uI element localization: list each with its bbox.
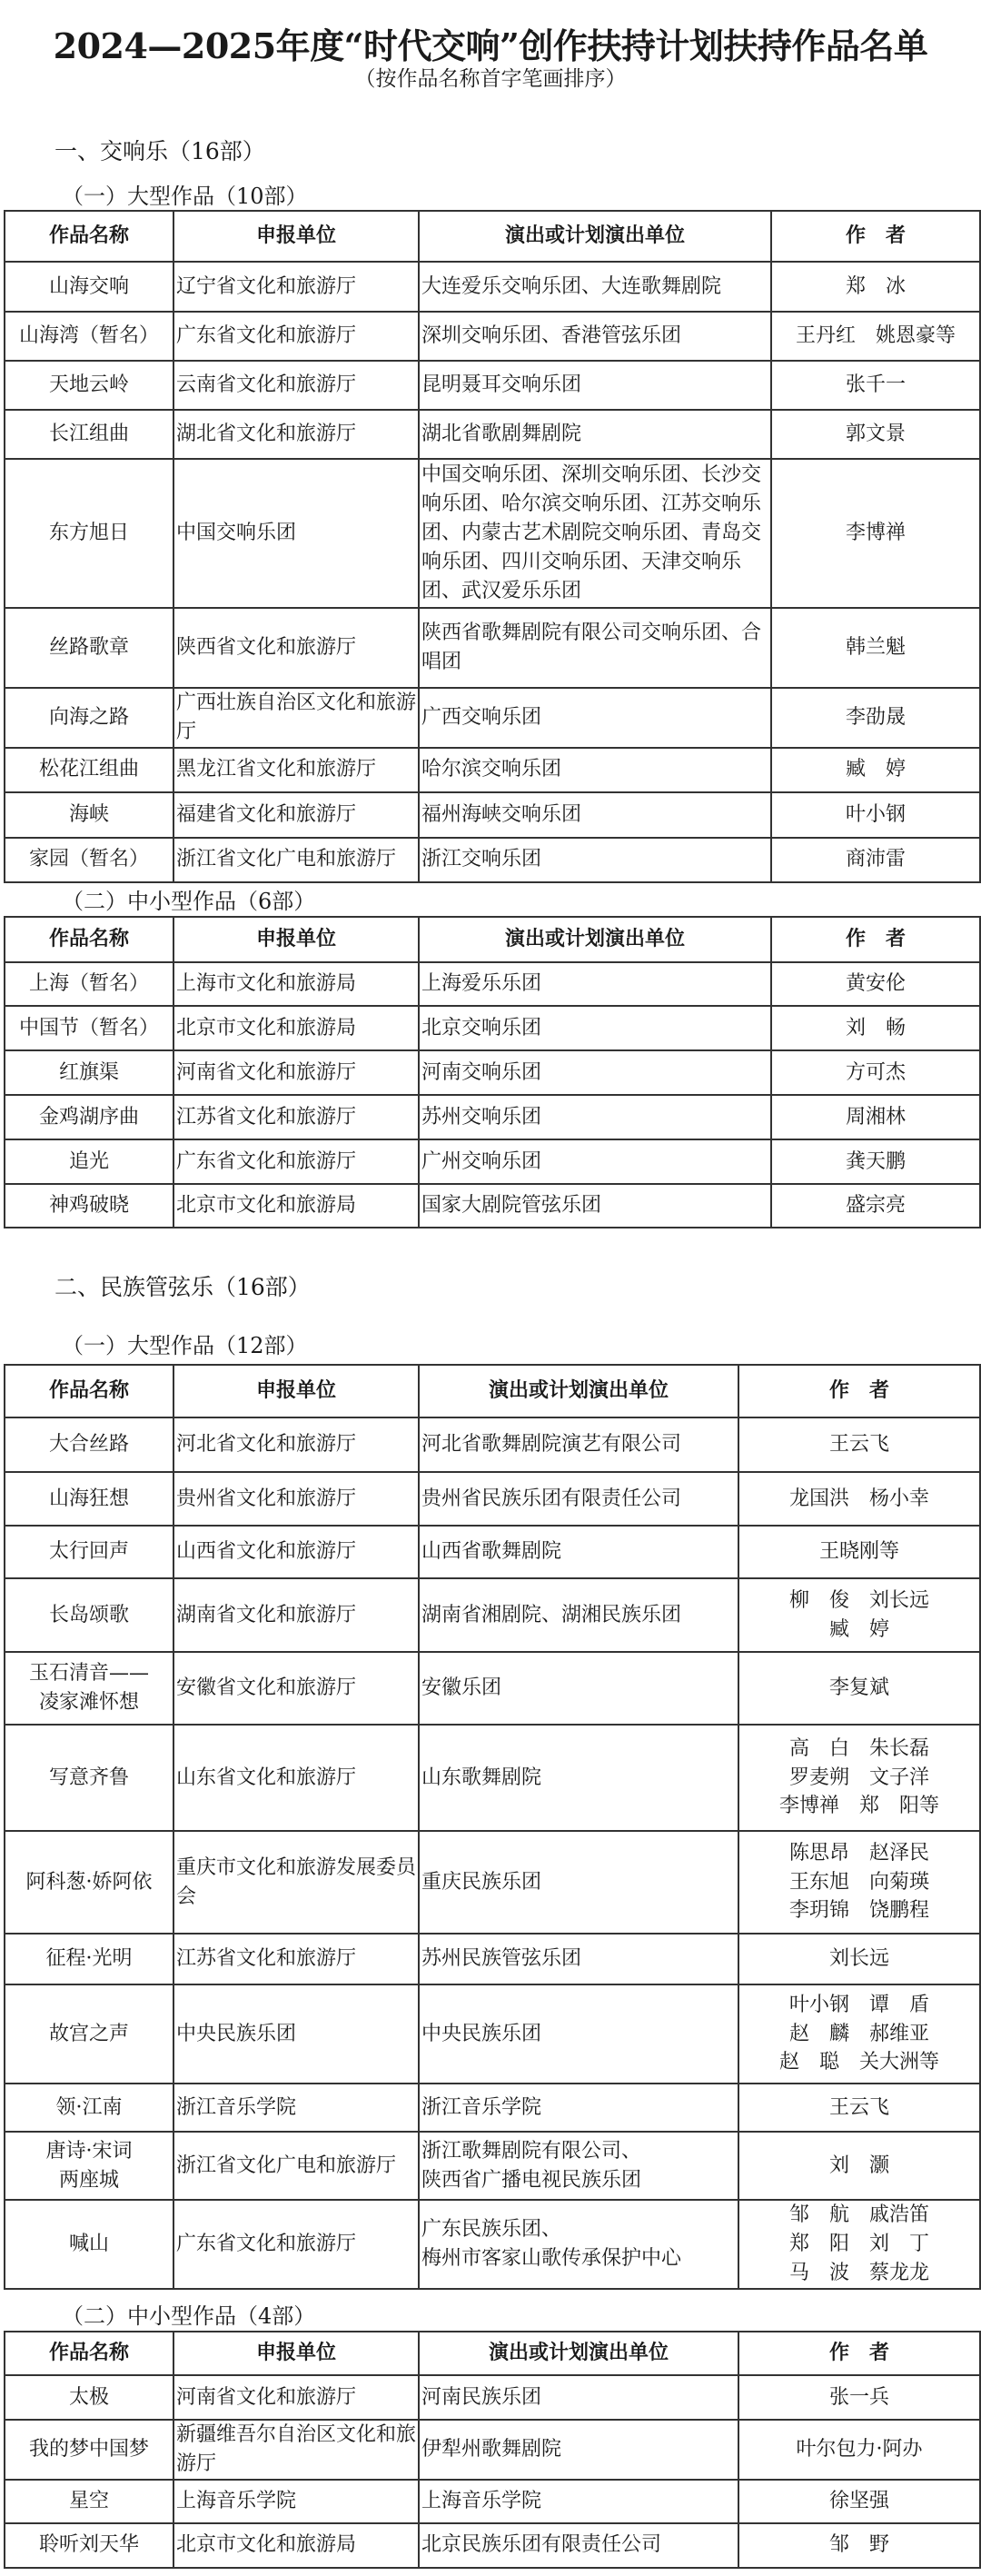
cell-author: 王丹红 姚恩豪等	[771, 312, 980, 361]
table-row	[5, 2200, 980, 2289]
table-row	[5, 361, 980, 410]
cell-applicant: 江苏省文化和旅游厅	[173, 1095, 419, 1139]
cell-performer: 伊犁州歌舞剧院	[419, 2420, 738, 2480]
cell-name: 红旗渠	[5, 1050, 173, 1095]
cell-author: 龙国洪 杨小幸	[738, 1472, 980, 1526]
cell-applicant: 广东省文化和旅游厅	[173, 1139, 419, 1184]
cell-applicant: 黑龙江省文化和旅游厅	[173, 748, 419, 792]
cell-author: 叶小钢	[771, 792, 980, 838]
cell-applicant: 河北省文化和旅游厅	[173, 1417, 419, 1472]
cell-name: 家园（暂名）	[5, 838, 173, 882]
cell-name: 山海交响	[5, 262, 173, 312]
document-subtitle: （按作品名称首字笔画排序）	[354, 67, 627, 91]
cell-performer: 北京交响乐团	[419, 1006, 771, 1050]
cell-performer: 浙江音乐学院	[419, 2084, 738, 2132]
cell-author: 张一兵	[738, 2375, 980, 2420]
table-row	[5, 1417, 980, 1472]
section-heading-folk: 二、民族管弦乐（16部）	[54, 1274, 311, 1300]
cell-performer: 重庆民族乐团	[419, 1831, 738, 1934]
cell-name: 唐诗·宋词 两座城	[5, 2132, 173, 2200]
cell-author: 李博禅	[771, 459, 980, 608]
cell-author: 李劭晟	[771, 688, 980, 748]
cell-performer: 安徽乐团	[419, 1652, 738, 1725]
cell-performer: 上海音乐学院	[419, 2480, 738, 2523]
cell-author: 陈思昂 赵泽民 王东旭 向菊瑛 李玥锦 饶鹏程	[738, 1831, 980, 1934]
folk-large-table	[4, 1364, 981, 2290]
cell-name: 征程·光明	[5, 1934, 173, 1984]
cell-name: 长江组曲	[5, 410, 173, 459]
cell-author: 王云飞	[738, 1417, 980, 1472]
cell-applicant: 河南省文化和旅游厅	[173, 2375, 419, 2420]
cell-applicant: 重庆市文化和旅游发展委员会	[173, 1831, 419, 1934]
cell-author: 叶尔包力·阿办	[738, 2420, 980, 2480]
cell-performer: 广州交响乐团	[419, 1139, 771, 1184]
cell-performer: 福州海峡交响乐团	[419, 792, 771, 838]
cell-applicant: 浙江省文化广电和旅游厅	[173, 2132, 419, 2200]
cell-name: 丝路歌章	[5, 608, 173, 688]
table-row	[5, 1184, 980, 1228]
cell-author: 张千一	[771, 361, 980, 410]
cell-performer: 广东民族乐团、 梅州市客家山歌传承保护中心	[419, 2200, 738, 2289]
cell-performer: 浙江交响乐团	[419, 838, 771, 882]
group-heading-symphony-large: （一）大型作品（10部）	[62, 184, 308, 209]
table-row	[5, 2480, 980, 2523]
cell-author: 刘 灏	[738, 2132, 980, 2200]
cell-applicant: 广东省文化和旅游厅	[173, 2200, 419, 2289]
cell-author: 郑 冰	[771, 262, 980, 312]
cell-name: 长岛颂歌	[5, 1578, 173, 1652]
section-heading-symphony: 一、交响乐（16部）	[54, 138, 265, 164]
column-header-applicant: 申报单位	[173, 211, 419, 262]
cell-performer: 山东歌舞剧院	[419, 1725, 738, 1831]
cell-applicant: 中央民族乐团	[173, 1984, 419, 2084]
cell-performer: 河北省歌舞剧院演艺有限公司	[419, 1417, 738, 1472]
table-row	[5, 748, 980, 792]
cell-name: 松花江组曲	[5, 748, 173, 792]
column-header-applicant: 申报单位	[173, 1365, 419, 1417]
column-header-author: 作 者	[738, 1365, 980, 1417]
table-row	[5, 1050, 980, 1095]
document-title: 2024—2025年度“时代交响”创作扶持计划扶持作品名单	[53, 25, 928, 66]
cell-author: 王云飞	[738, 2084, 980, 2132]
cell-name: 太行回声	[5, 1526, 173, 1578]
cell-applicant: 安徽省文化和旅游厅	[173, 1652, 419, 1725]
table-row	[5, 1934, 980, 1984]
cell-author: 邹 野	[738, 2523, 980, 2568]
table-row	[5, 2375, 980, 2420]
cell-performer: 河南民族乐团	[419, 2375, 738, 2420]
cell-applicant: 北京市文化和旅游局	[173, 1006, 419, 1050]
cell-performer: 贵州省民族乐团有限责任公司	[419, 1472, 738, 1526]
table-row	[5, 1139, 980, 1184]
column-header-author: 作 者	[771, 211, 980, 262]
cell-name: 我的梦中国梦	[5, 2420, 173, 2480]
column-header-name: 作品名称	[5, 917, 173, 962]
table-header-row	[5, 211, 980, 262]
cell-applicant: 湖北省文化和旅游厅	[173, 410, 419, 459]
cell-author: 刘 畅	[771, 1006, 980, 1050]
cell-name: 大合丝路	[5, 1417, 173, 1472]
table-row	[5, 2132, 980, 2200]
table-row	[5, 1526, 980, 1578]
cell-name: 故宫之声	[5, 1984, 173, 2084]
cell-performer: 深圳交响乐团、香港管弦乐团	[419, 312, 771, 361]
cell-applicant: 辽宁省文化和旅游厅	[173, 262, 419, 312]
cell-performer: 上海爱乐乐团	[419, 962, 771, 1006]
cell-name: 聆听刘天华	[5, 2523, 173, 2568]
column-header-performer: 演出或计划演出单位	[419, 917, 771, 962]
cell-applicant: 上海音乐学院	[173, 2480, 419, 2523]
cell-applicant: 浙江省文化广电和旅游厅	[173, 838, 419, 882]
cell-author: 黄安伦	[771, 962, 980, 1006]
group-heading-folk-small: （二）中小型作品（4部）	[62, 2303, 316, 2329]
cell-name: 阿科葱·娇阿依	[5, 1831, 173, 1934]
cell-applicant: 北京市文化和旅游局	[173, 2523, 419, 2568]
cell-performer: 湖北省歌剧舞剧院	[419, 410, 771, 459]
cell-performer: 陕西省歌舞剧院有限公司交响乐团、合唱团	[419, 608, 771, 688]
table-row	[5, 838, 980, 882]
cell-performer: 大连爱乐交响乐团、大连歌舞剧院	[419, 262, 771, 312]
column-header-name: 作品名称	[5, 211, 173, 262]
cell-name: 喊山	[5, 2200, 173, 2289]
cell-applicant: 北京市文化和旅游局	[173, 1184, 419, 1228]
table-row	[5, 1984, 980, 2084]
cell-name: 天地云岭	[5, 361, 173, 410]
cell-applicant: 江苏省文化和旅游厅	[173, 1934, 419, 1984]
column-header-name: 作品名称	[5, 1365, 173, 1417]
cell-performer: 中央民族乐团	[419, 1984, 738, 2084]
cell-name: 金鸡湖序曲	[5, 1095, 173, 1139]
cell-applicant: 上海市文化和旅游局	[173, 962, 419, 1006]
cell-applicant: 湖南省文化和旅游厅	[173, 1578, 419, 1652]
cell-author: 邹 航 戚浩笛 郑 阳 刘 丁 马 波 蔡龙龙	[738, 2200, 980, 2289]
table-row	[5, 792, 980, 838]
column-header-applicant: 申报单位	[173, 917, 419, 962]
cell-performer: 苏州交响乐团	[419, 1095, 771, 1139]
cell-performer: 昆明聂耳交响乐团	[419, 361, 771, 410]
symphony-small-table	[4, 916, 981, 1228]
cell-author: 王晓刚等	[738, 1526, 980, 1578]
cell-applicant: 山东省文化和旅游厅	[173, 1725, 419, 1831]
cell-performer: 河南交响乐团	[419, 1050, 771, 1095]
cell-performer: 苏州民族管弦乐团	[419, 1934, 738, 1984]
cell-applicant: 广西壮族自治区文化和旅游厅	[173, 688, 419, 748]
cell-performer: 湖南省湘剧院、湖湘民族乐团	[419, 1578, 738, 1652]
symphony-large-table	[4, 210, 981, 883]
table-row	[5, 1725, 980, 1831]
table-row	[5, 312, 980, 361]
cell-performer: 哈尔滨交响乐团	[419, 748, 771, 792]
folk-small-table	[4, 2331, 981, 2569]
cell-author: 盛宗亮	[771, 1184, 980, 1228]
table-header-row	[5, 1365, 980, 1417]
table-row	[5, 1831, 980, 1934]
cell-applicant: 福建省文化和旅游厅	[173, 792, 419, 838]
cell-applicant: 陕西省文化和旅游厅	[173, 608, 419, 688]
table-row	[5, 688, 980, 748]
cell-applicant: 中国交响乐团	[173, 459, 419, 608]
cell-name: 神鸡破晓	[5, 1184, 173, 1228]
table-row	[5, 1006, 980, 1050]
cell-name: 玉石清音—— 凌家滩怀想	[5, 1652, 173, 1725]
cell-author: 龚天鹏	[771, 1139, 980, 1184]
table-header-row	[5, 2332, 980, 2375]
cell-author: 方可杰	[771, 1050, 980, 1095]
cell-author: 商沛雷	[771, 838, 980, 882]
cell-applicant: 贵州省文化和旅游厅	[173, 1472, 419, 1526]
cell-name: 写意齐鲁	[5, 1725, 173, 1831]
cell-performer: 北京民族乐团有限责任公司	[419, 2523, 738, 2568]
cell-name: 领·江南	[5, 2084, 173, 2132]
cell-performer: 广西交响乐团	[419, 688, 771, 748]
table-row	[5, 2420, 980, 2480]
cell-performer: 中国交响乐团、深圳交响乐团、长沙交响乐团、哈尔滨交响乐团、江苏交响乐团、内蒙古艺术剧院交响乐团、青岛交响乐团、四川交响乐团、天津交响乐团、武汉爱乐乐团	[419, 459, 771, 608]
group-heading-folk-large: （一）大型作品（12部）	[62, 1333, 308, 1358]
cell-author: 周湘林	[771, 1095, 980, 1139]
table-row	[5, 262, 980, 312]
column-header-performer: 演出或计划演出单位	[419, 1365, 738, 1417]
cell-author: 郭文景	[771, 410, 980, 459]
table-row	[5, 1472, 980, 1526]
cell-applicant: 广东省文化和旅游厅	[173, 312, 419, 361]
table-row	[5, 2523, 980, 2568]
cell-performer: 浙江歌舞剧院有限公司、 陕西省广播电视民族乐团	[419, 2132, 738, 2200]
cell-author: 柳 俊 刘长远 臧 婷	[738, 1578, 980, 1652]
cell-author: 徐坚强	[738, 2480, 980, 2523]
cell-name: 向海之路	[5, 688, 173, 748]
table-row	[5, 1578, 980, 1652]
cell-author: 高 白 朱长磊 罗麦朔 文子洋 李博禅 郑 阳等	[738, 1725, 980, 1831]
cell-applicant: 云南省文化和旅游厅	[173, 361, 419, 410]
cell-performer: 国家大剧院管弦乐团	[419, 1184, 771, 1228]
cell-applicant: 山西省文化和旅游厅	[173, 1526, 419, 1578]
column-header-performer: 演出或计划演出单位	[419, 211, 771, 262]
table-row	[5, 2084, 980, 2132]
group-heading-symphony-small: （二）中小型作品（6部）	[62, 889, 316, 914]
cell-author: 叶小钢 谭 盾 赵 麟 郝维亚 赵 聪 关大洲等	[738, 1984, 980, 2084]
table-row	[5, 1095, 980, 1139]
column-header-performer: 演出或计划演出单位	[419, 2332, 738, 2375]
table-row	[5, 459, 980, 608]
column-header-applicant: 申报单位	[173, 2332, 419, 2375]
table-header-row	[5, 917, 980, 962]
cell-name: 上海（暂名）	[5, 962, 173, 1006]
cell-name: 山海湾（暂名）	[5, 312, 173, 361]
cell-name: 东方旭日	[5, 459, 173, 608]
cell-author: 臧 婷	[771, 748, 980, 792]
cell-applicant: 新疆维吾尔自治区文化和旅游厅	[173, 2420, 419, 2480]
cell-applicant: 河南省文化和旅游厅	[173, 1050, 419, 1095]
cell-author: 韩兰魁	[771, 608, 980, 688]
cell-applicant: 浙江音乐学院	[173, 2084, 419, 2132]
cell-name: 追光	[5, 1139, 173, 1184]
column-header-name: 作品名称	[5, 2332, 173, 2375]
column-header-author: 作 者	[771, 917, 980, 962]
cell-name: 太极	[5, 2375, 173, 2420]
cell-name: 山海狂想	[5, 1472, 173, 1526]
table-row	[5, 962, 980, 1006]
cell-name: 星空	[5, 2480, 173, 2523]
cell-performer: 山西省歌舞剧院	[419, 1526, 738, 1578]
table-row	[5, 1652, 980, 1725]
cell-author: 李复斌	[738, 1652, 980, 1725]
cell-name: 中国节（暂名）	[5, 1006, 173, 1050]
cell-name: 海峡	[5, 792, 173, 838]
cell-author: 刘长远	[738, 1934, 980, 1984]
table-row	[5, 608, 980, 688]
column-header-author: 作 者	[738, 2332, 980, 2375]
table-row	[5, 410, 980, 459]
